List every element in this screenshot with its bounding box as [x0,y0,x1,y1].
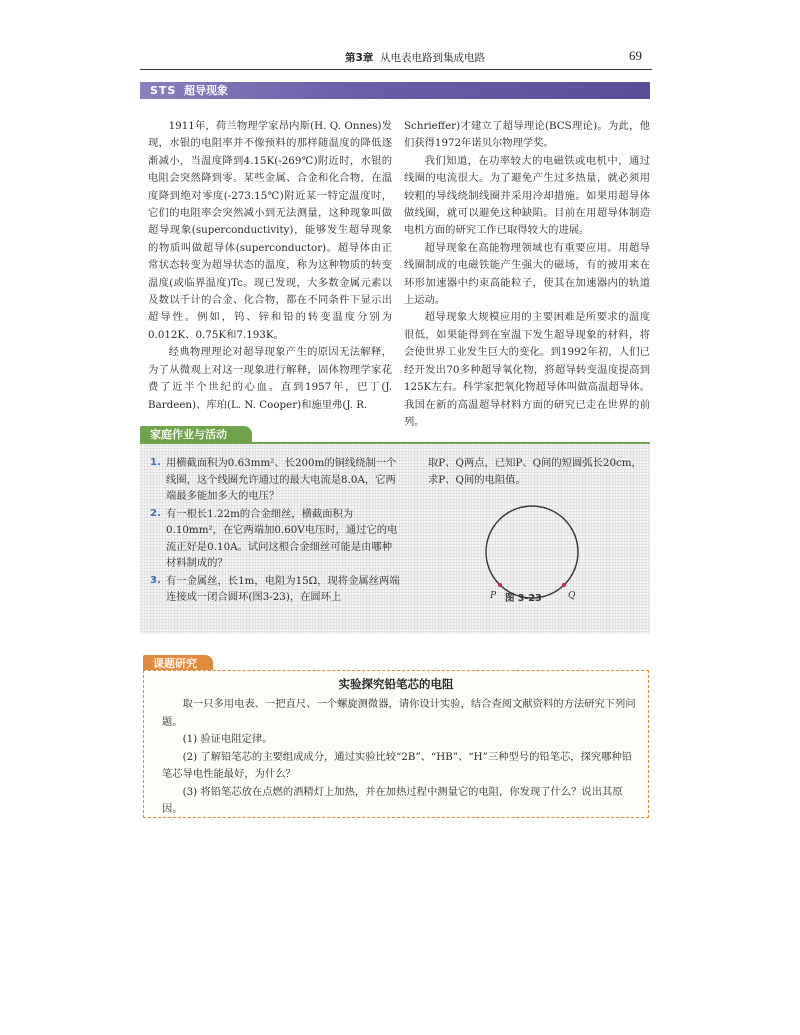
project-paragraph: (1) 验证电阻定律。 [182,733,273,745]
homework-item [150,506,400,572]
project-title: 实验探究铅笔芯的电阻 [338,677,454,691]
project-paragraph: 取一只多用电表、一把直尺、一个螺旋测微器，请你设计实验，结合查阅文献资料的方法研究下列问题。 [162,698,636,728]
homework-banner: 家庭作业与活动 [140,426,252,443]
homework-text: 用横截面积为0.63mm²、长200m的铜线绕制一个线圈，这个线圈允许通过的最大电流是8.0A，它两端最多能加多大的电压？ [166,457,397,502]
homework-text: 有一金属丝，长1m，电阻为15Ω，现将金属丝两端连接成一闭合圆环(图3-23)，在圆环上 [166,574,400,603]
homework-number: 3. [150,574,161,586]
chapter-label: 第3章 [345,52,374,64]
figure-caption: 图 3-23 [505,593,542,604]
page-number: 69 [629,48,642,63]
sts-right-column [404,118,650,431]
sts-paragraph: 超导现象大规模应用的主要困难是所要求的温度很低，如果能得到在室温下发生超导现象的材料，将会使世界工业发生巨大的变化。到1992年初，人们已经开发出70多种超导氧化物，将超导转变温度提高到125K左右。科学家把氧化物超导体叫做高温超导体。我国在新的高温超导材料方面的研究已走在世界的前列。 [404,311,650,428]
chapter-heading [345,50,485,65]
running-header [140,47,652,70]
project-body [162,696,638,819]
sts-paragraph: 1911年，荷兰物理学家昂内斯(H. Q. Onnes)发现，水银的电阻率并不像预料的那样随温度的降低逐渐减小，当温度降到4.15K(-269℃)附近时，水银的电阻会突然降到零。某些金属、合金和化合物，在温度降到绝对零度(-273.15℃)附近某一特定温度时，它们的电阻率会突然减小到无法测量，这种现象叫做超导现象(superconductivity)，能够发生超导现象的物质叫做超导体(superconductor)。超导体由正常状态转变为超导状态的温度，称为这种物质的转变温度(或临界温度)Tc。现已发现，大多数金属元素以及数以千计的合金、化合物，都在不同条件下显示出超导性。例如，钨、锌和铅的转变温度分别为0.012K、0.75K和7.193K。 [148,120,392,341]
project-paragraph: (2) 了解铅笔芯的主要组成成分，通过实验比较“2B”、“HB”、“H”三种型号的铅笔芯，探究哪种铅笔芯导电性能最好，为什么？ [162,750,633,780]
project-banner: 课题研究 [143,655,213,672]
sts-title: 超导现象 [184,84,229,97]
homework-item [150,455,400,505]
sts-paragraph: Schrieffer)才建立了超导理论(BCS理论)。为此，他们获得1972年诺贝尔物理学奖。 [404,120,650,150]
point-p-label: P [490,591,497,601]
point-p-marker [498,583,502,587]
point-q-label: Q [568,591,576,601]
homework-continuation: 取P、Q两点，已知P、Q间的短圆弧长20cm，求P、Q间的电阻值。 [428,457,642,486]
sts-banner [140,82,650,99]
sts-left-column [148,118,392,414]
homework-item [150,573,400,606]
homework-number: 1. [150,457,161,468]
sts-paragraph: 超导现象在高能物理领域也有重要应用。用超导线圈制成的电磁铁能产生强大的磁场，有的被用来在环形加速器中约束高能粒子，使其在加速器内的轨道上运动。 [404,241,650,307]
project-paragraph: (3) 将铅笔芯放在点燃的酒精灯上加热，并在加热过程中测量它的电阻，你发现了什么？说出其原因。 [162,785,623,815]
sts-tag: STS [150,84,177,97]
chapter-title: 从电表电路到集成电路 [380,52,485,64]
homework-number: 2. [150,507,161,519]
point-q-marker [562,583,566,587]
homework-list [150,455,400,607]
homework-text: 有一根长1.22m的合金细丝，横截面积为0.10mm²，在它两端加0.60V电压时，通过它的电流正好是0.10A。试问这根合金细丝可能是由哪种材料制成的？ [166,507,398,569]
sts-paragraph: 我们知道，在功率较大的电磁铁或电机中，通过线圈的电流很大。为了避免产生过多热量，就必须用较粗的导线绕制线圈并采用冷却措施。如果用超导体做线圈，就可以避免这种缺陷。目前在用超导体制造电机方面的研究工作已取得较大的进展。 [404,154,650,237]
sts-paragraph: 经典物理理论对超导现象产生的原因无法解释，为了从微观上对这一现象进行解释，固体物理学家花费了近半个世纪的心血。直到1957年，巴丁(J. Bardeen)、库珀(L. N. Cooper)和施里弗(J. R. [148,346,392,411]
